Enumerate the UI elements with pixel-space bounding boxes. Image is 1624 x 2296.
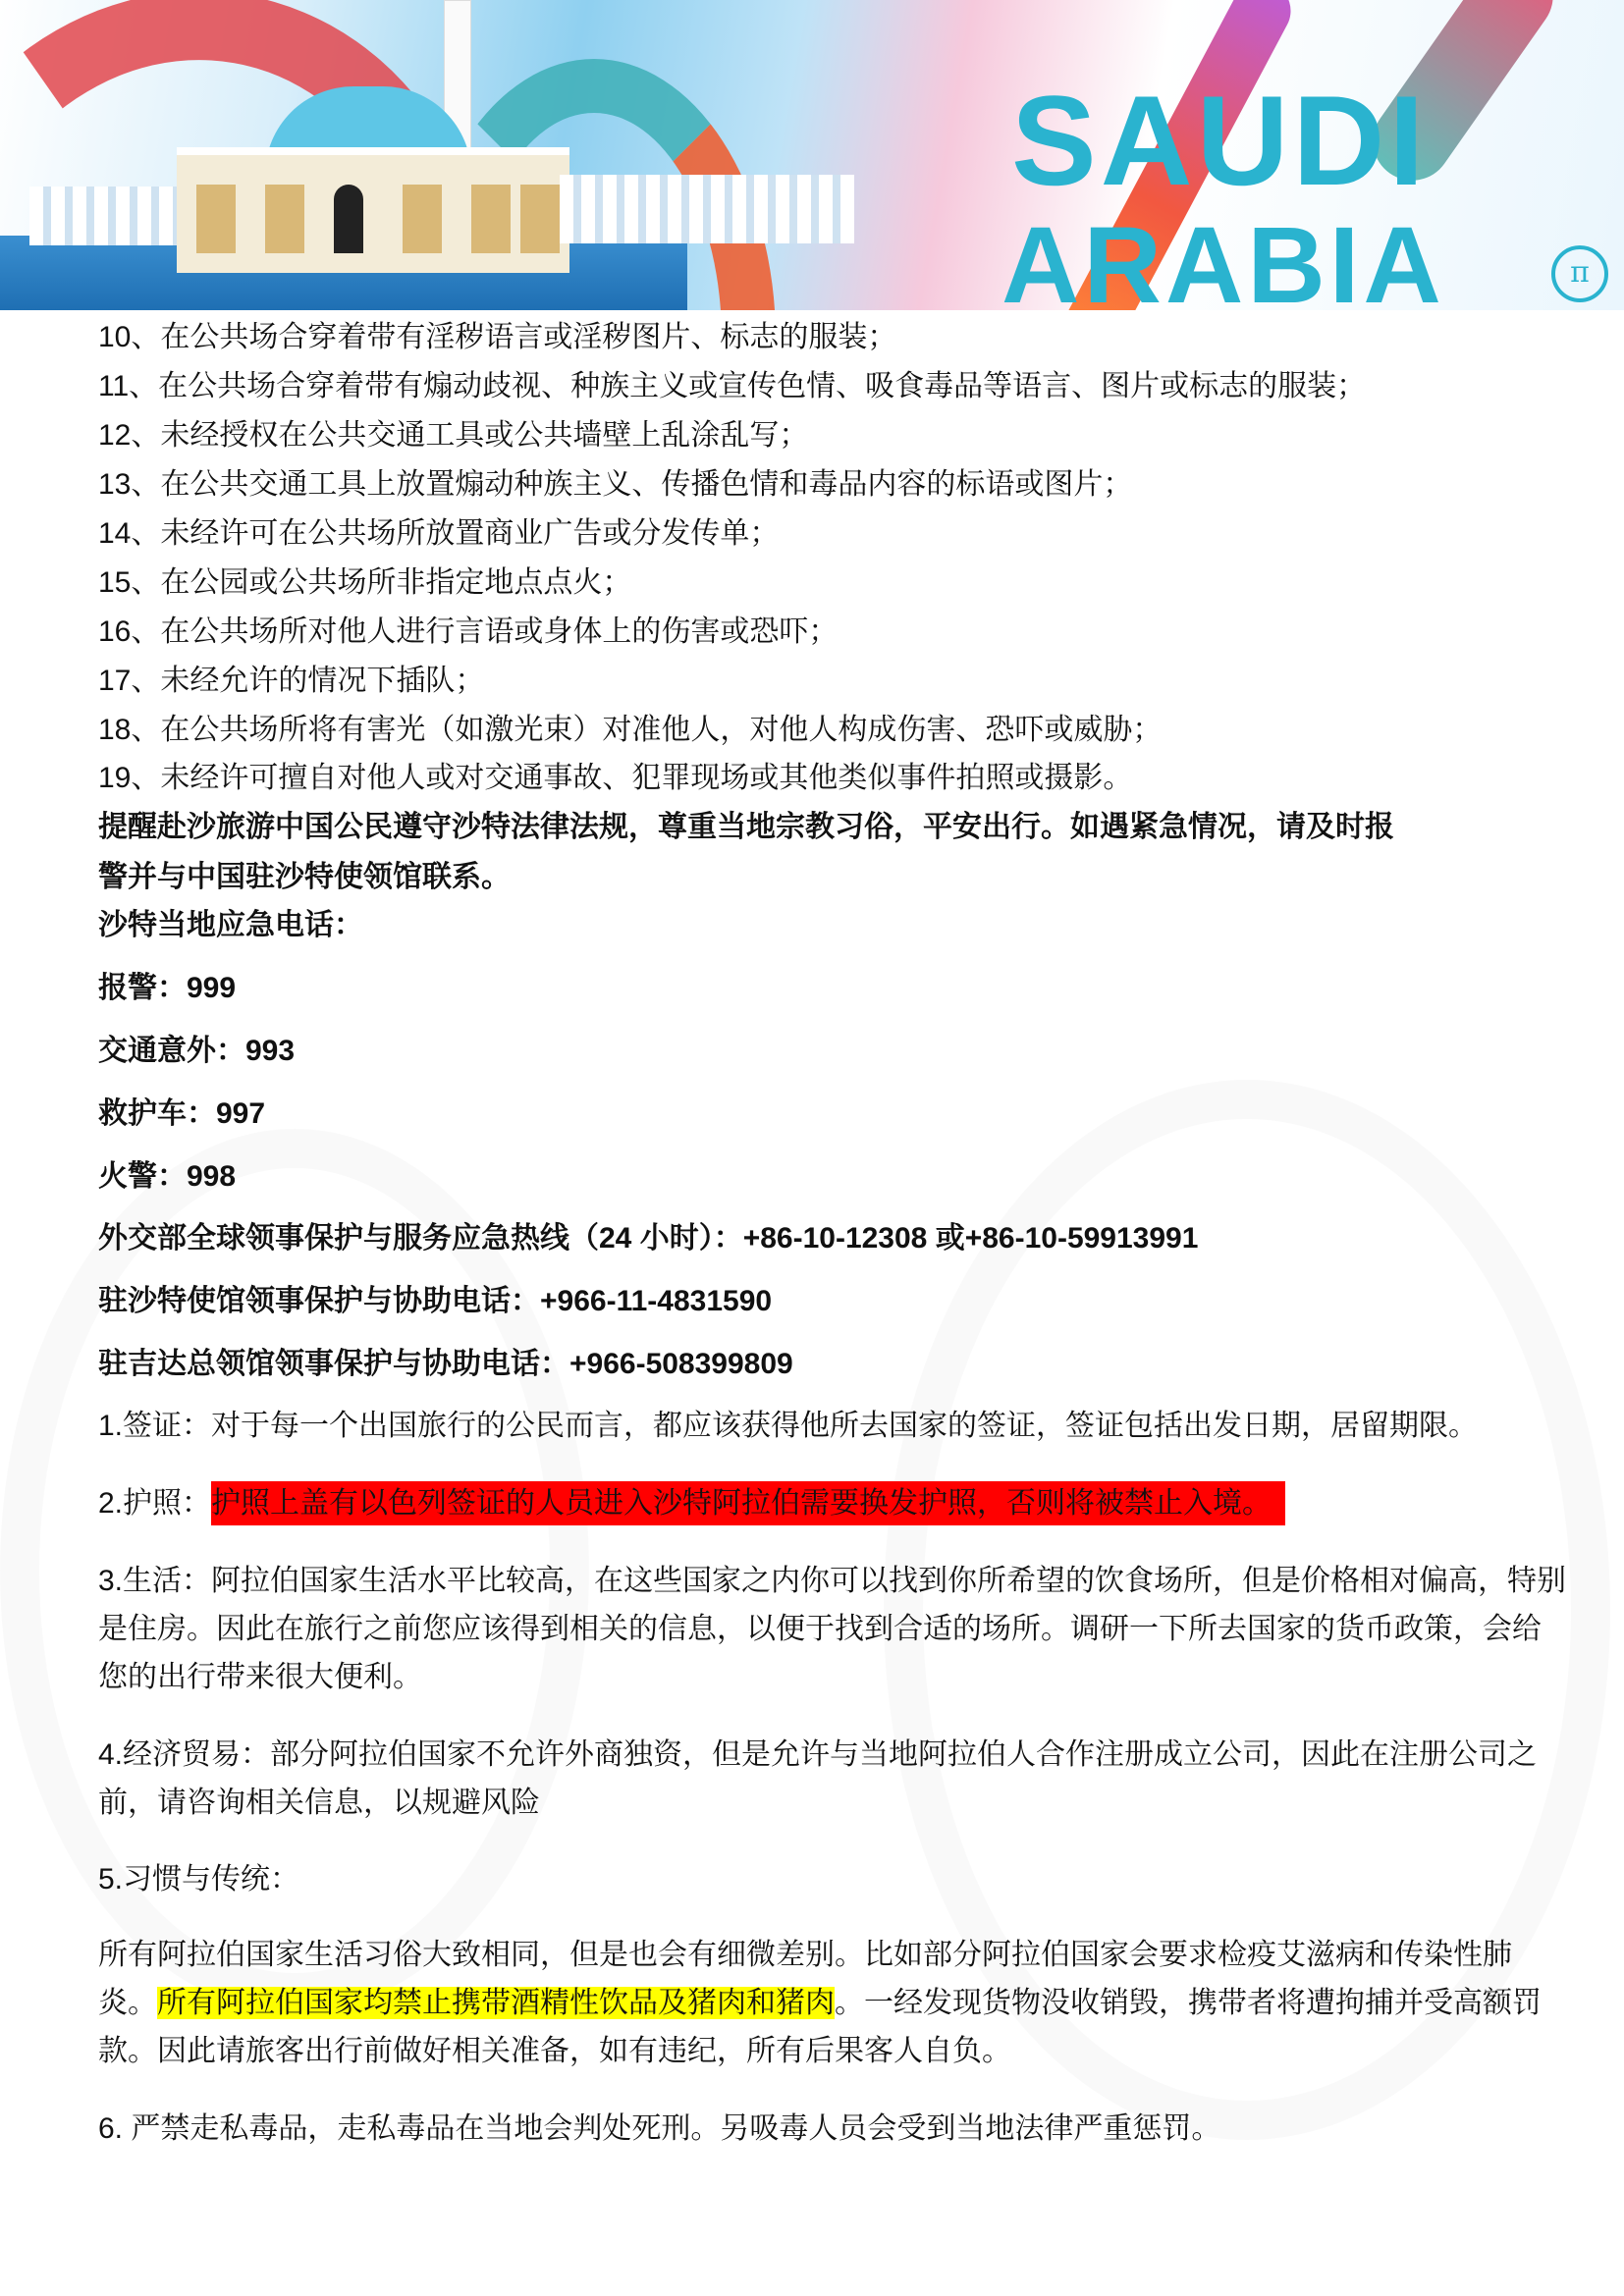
tip-customs: 款。因此请旅客出行前做好相关准备，如有违纪，所有后果客人自负。: [98, 2035, 1011, 2067]
tip-passport-label: 2.护照：: [98, 1487, 212, 1520]
emergency-title: 沙特当地应急电话：: [98, 909, 363, 941]
rule-item: 11、在公共场合穿着带有煽动歧视、种族主义或宣传色情、吸食毒品等语言、图片或标志的服装；: [98, 370, 1367, 402]
emergency-police: 报警：999: [98, 972, 237, 1004]
tip-living: 是住房。因此在旅行之前您应该得到相关的信息，以便于找到合适的场所。调研一下所去国家的货币政策，会给: [98, 1613, 1542, 1645]
mosque-image: [177, 147, 569, 273]
colonnade-image: [29, 187, 177, 245]
tip-customs-text: 炎。: [98, 1987, 157, 2019]
emergency-ambulance: 救护车：997: [98, 1097, 266, 1130]
tip-drugs: 6. 严禁走私毒品，走私毒品在当地会判处死刑。另吸毒人员会受到当地法律严重惩罚。: [98, 2112, 1221, 2145]
tip-living: 3.生活：阿拉伯国家生活水平比较高，在这些国家之内你可以找到你所希望的饮食场所，但是价格相对偏高，特别: [98, 1565, 1567, 1597]
tip-passport: [98, 1484, 1571, 1523]
rule-item: 10、在公共场合穿着带有淫秽语言或淫秽图片、标志的服装；: [98, 321, 897, 353]
header-banner: [0, 0, 1624, 310]
tip-customs-text: 。一经发现货物没收销毁，携带者将遭拘捕并受高额罚: [835, 1987, 1542, 2019]
rule-item: 13、在公共交通工具上放置煽动种族主义、传播色情和毒品内容的标语或图片；: [98, 468, 1133, 501]
rule-item: 18、在公共场所将有害光（如激光束）对准他人，对他人构成伤害、恐吓或威胁；: [98, 714, 1163, 746]
emergency-embassy: 驻沙特使馆领事保护与协助电话：+966-11-4831590: [98, 1285, 773, 1317]
passport-warning-highlight: 护照上盖有以色列签证的人员进入沙特阿拉伯需要换发护照，否则将被禁止入境。: [211, 1481, 1285, 1525]
alcohol-pork-warning-highlight: 所有阿拉伯国家均禁止携带酒精性饮品及猪肉和猪肉: [157, 1987, 835, 2019]
tip-customs: 所有阿拉伯国家生活习俗大致相同，但是也会有细微差别。比如部分阿拉伯国家会要求检疫艾滋病和传染性肺: [98, 1939, 1512, 1971]
rule-item: 16、在公共场所对他人进行言语或身体上的伤害或恐吓；: [98, 615, 839, 648]
logo-mark: π: [1551, 245, 1608, 302]
tip-living: 您的出行带来很大便利。: [98, 1661, 422, 1693]
rule-item: 19、未经许可擅自对他人或对交通事故、犯罪现场或其他类似事件拍照或摄影。: [98, 762, 1133, 794]
tip-customs-title: 5.习惯与传统：: [98, 1863, 300, 1896]
rule-item: 15、在公园或公共场所非指定地点点火；: [98, 566, 632, 599]
emergency-fire: 火警：998: [98, 1160, 237, 1193]
emergency-jeddah-consulate: 驻吉达总领馆领事保护与协助电话：+966-508399809: [98, 1348, 793, 1380]
tip-visa: 1.签证：对于每一个出国旅行的公民而言，都应该获得他所去国家的签证，签证包括出发日期，居留期限。: [98, 1410, 1479, 1442]
reminder-text: 提醒赴沙旅游中国公民遵守沙特法律法规，尊重当地宗教习俗，平安出行。如遇紧急情况，请及时报: [98, 811, 1394, 843]
logo-saudi: SAUDI: [1011, 69, 1429, 212]
rule-item: 14、未经许可在公共场所放置商业广告或分发传单；: [98, 517, 780, 550]
emergency-traffic: 交通意外：993: [98, 1035, 296, 1067]
rule-item: 12、未经授权在公共交通工具或公共墙壁上乱涂乱写；: [98, 419, 809, 452]
tip-trade: 前，请咨询相关信息，以规避风险: [98, 1787, 540, 1819]
emergency-mfa-hotline: 外交部全球领事保护与服务应急热线（24 小时）：+86-10-12308 或+86-10-59913991: [98, 1222, 1199, 1255]
logo-arabia: ARABIA: [1001, 205, 1445, 310]
rule-item: 17、未经允许的情况下插队；: [98, 665, 485, 697]
tip-customs: [98, 1984, 1571, 2023]
reminder-text: 警并与中国驻沙特使领馆联系。: [98, 861, 511, 893]
colonnade-image: [560, 175, 854, 243]
tip-trade: 4.经济贸易：部分阿拉伯国家不允许外商独资，但是允许与当地阿拉伯人合作注册成立公司，因此在注册公司之: [98, 1738, 1538, 1771]
